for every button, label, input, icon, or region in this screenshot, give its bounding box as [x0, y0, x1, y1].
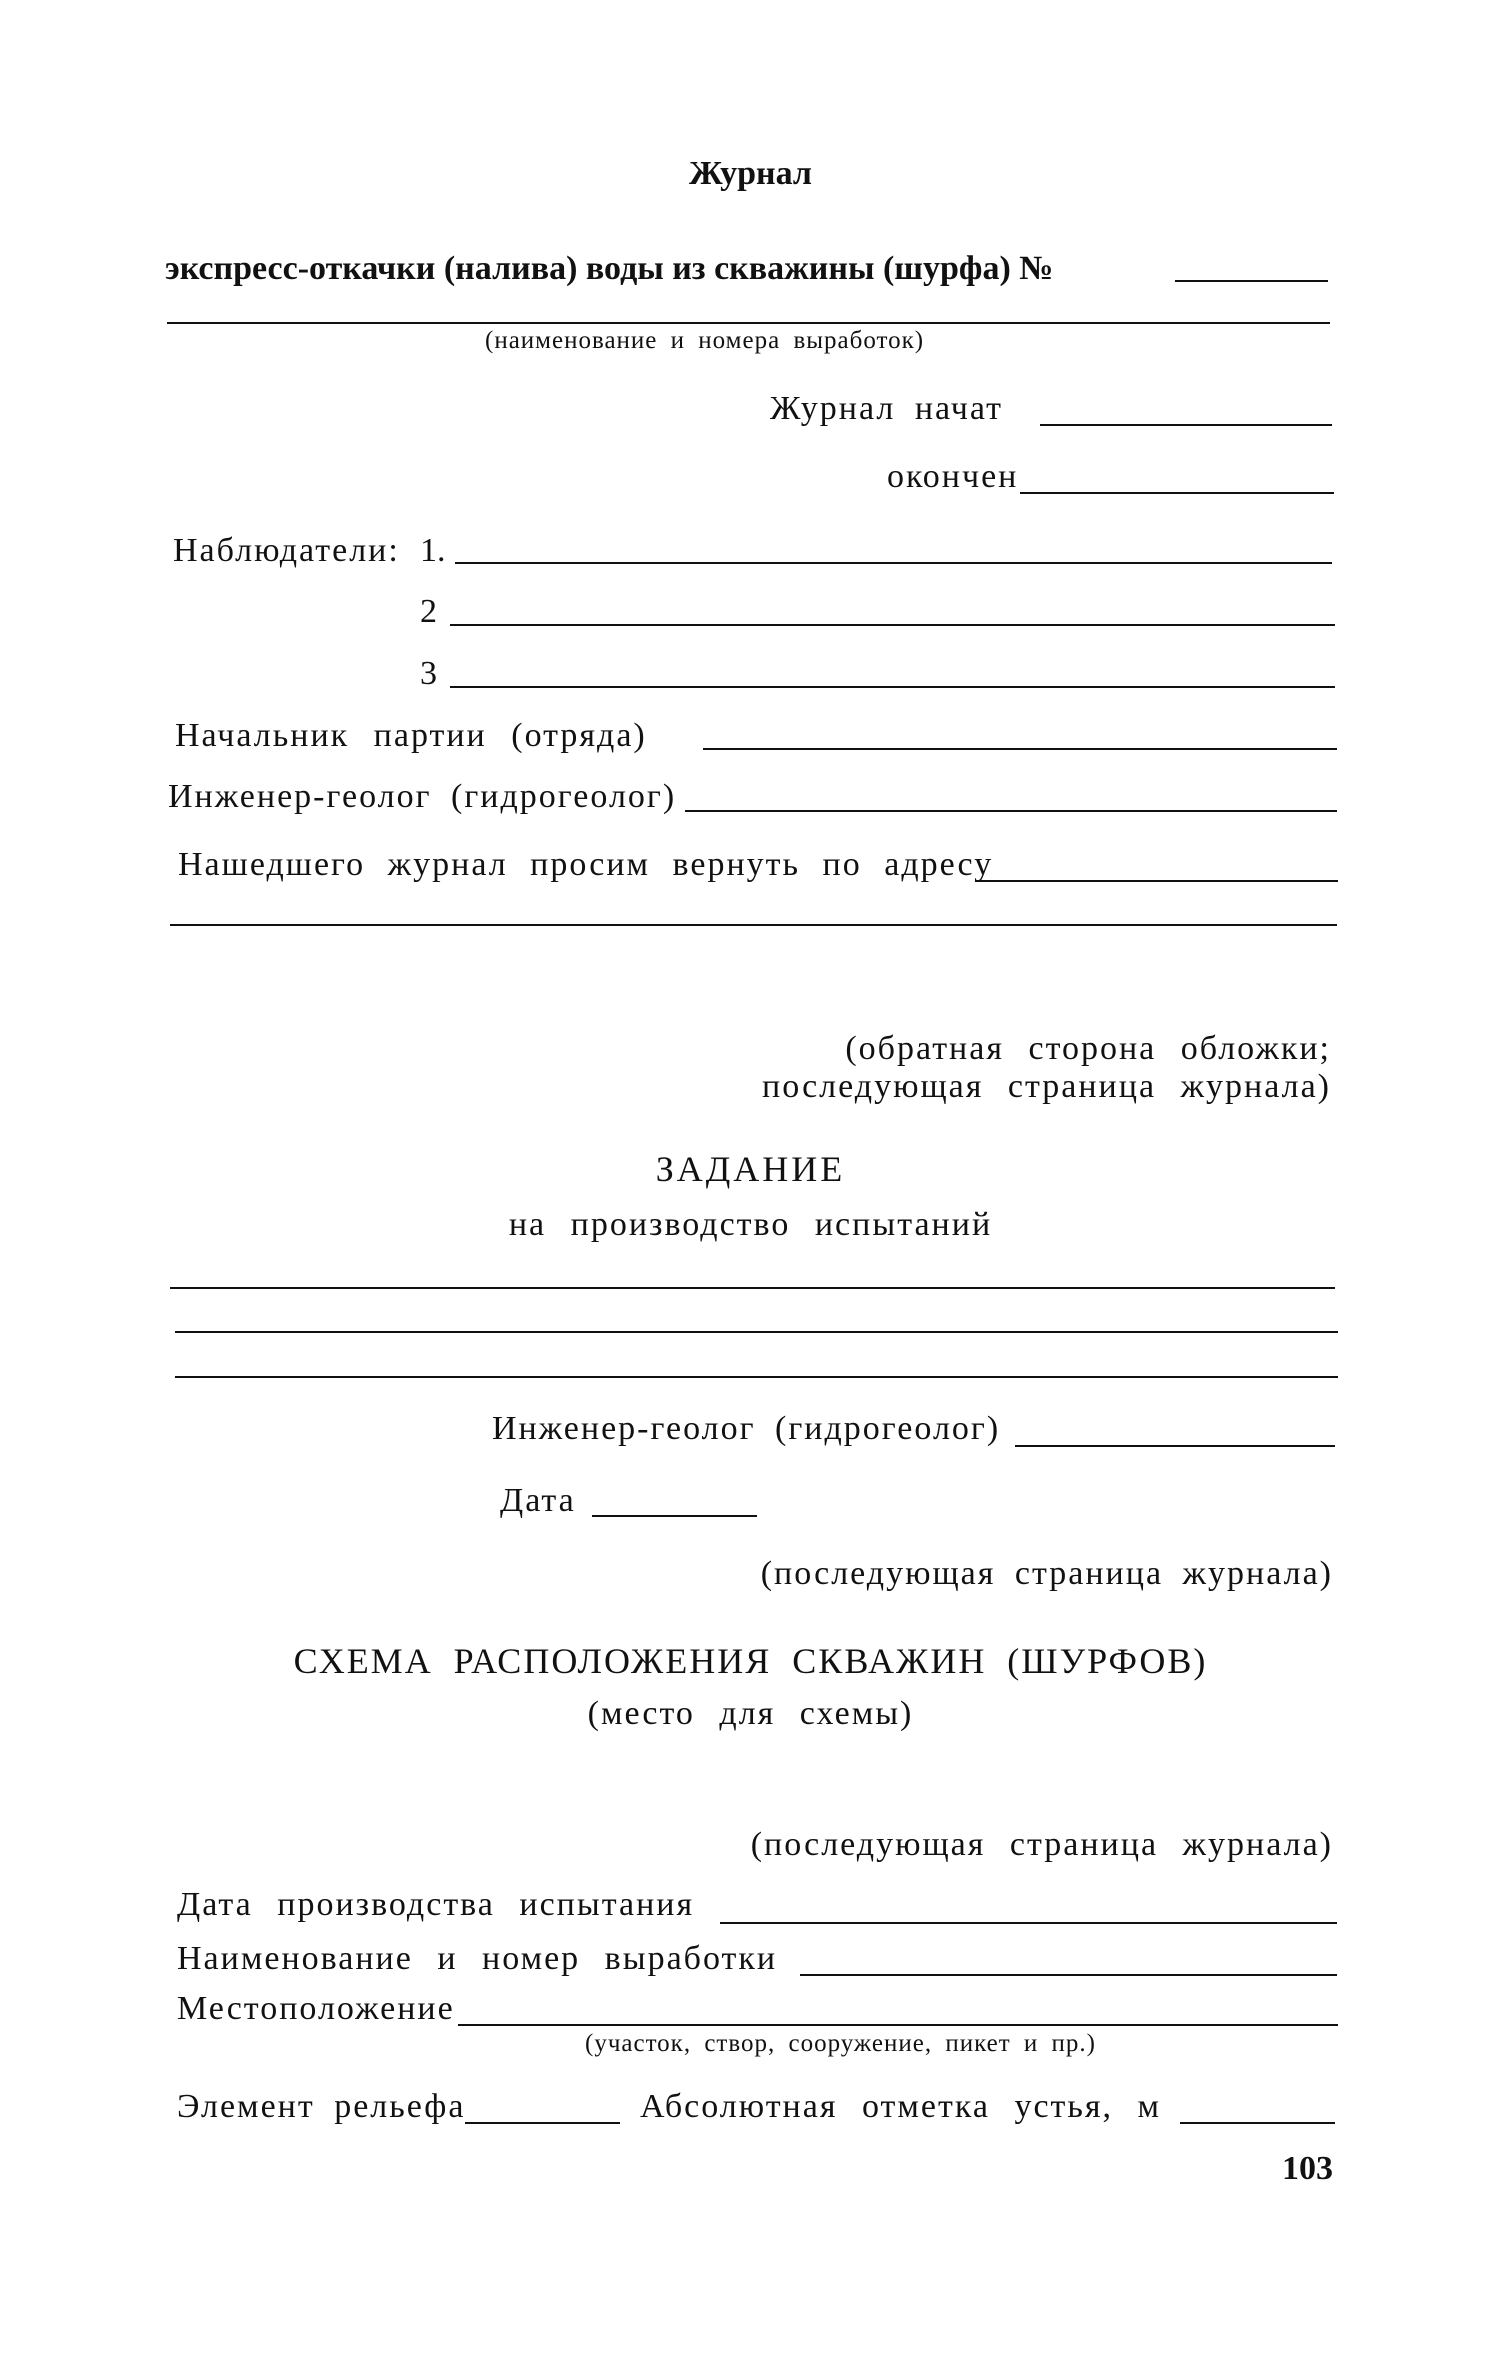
observer-number-3: 3 — [420, 655, 437, 692]
return-address-field-1[interactable] — [975, 880, 1338, 882]
test-date-field[interactable] — [720, 1922, 1337, 1924]
task-title: ЗАДАНИЕ — [655, 1149, 846, 1189]
party-head-field[interactable] — [703, 748, 1337, 750]
return-address-field-2[interactable] — [170, 924, 1337, 926]
party-head-label: Начальник партии (отряда) — [175, 717, 647, 754]
location-caption: (участок, створ, сооружение, пикет и пр.) — [585, 2030, 1096, 2057]
observer-1-field[interactable] — [455, 562, 1332, 564]
return-label: Нашедшего журнал просим вернуть по адресу — [178, 846, 994, 883]
journal-subtitle: экспресс-откачки (налива) воды из скважины (шурфа) № — [165, 250, 1054, 287]
test-date-label: Дата производства испытания — [177, 1886, 695, 1923]
scheme-placeholder: (место для схемы) — [587, 1695, 914, 1732]
test-page-note: (последующая страница журнала) — [750, 1826, 1333, 1863]
started-field[interactable] — [1040, 424, 1332, 426]
finished-label: окончен — [887, 458, 1019, 495]
finished-field[interactable] — [1020, 492, 1334, 494]
task-line-3[interactable] — [175, 1376, 1338, 1378]
back-cover-note-1: (обратная сторона обложки; — [845, 1030, 1331, 1067]
location-field[interactable] — [458, 2024, 1338, 2026]
location-label: Местоположение — [177, 1990, 455, 2027]
engineer-label: Инженер-геолог (гидрогеолог) — [168, 778, 677, 815]
workings-caption: (наименование и номера выработок) — [485, 327, 925, 354]
working-name-label: Наименование и номер выработки — [177, 1940, 778, 1977]
task-line-2[interactable] — [175, 1331, 1338, 1333]
workings-field[interactable] — [167, 322, 1330, 324]
observer-number-1: 1. — [420, 532, 446, 569]
task-engineer-field[interactable] — [1015, 1445, 1335, 1447]
working-name-field[interactable] — [800, 1974, 1337, 1976]
relief-label: Элемент рельефа — [177, 2088, 466, 2125]
observer-number-2: 2 — [420, 593, 437, 630]
task-engineer-label: Инженер-геолог (гидрогеолог) — [492, 1410, 1001, 1447]
task-line-1[interactable] — [170, 1287, 1335, 1289]
journal-title: Журнал — [689, 155, 812, 192]
relief-field[interactable] — [465, 2122, 620, 2124]
elevation-label: Абсолютная отметка устья, м — [640, 2088, 1162, 2125]
elevation-field[interactable] — [1180, 2122, 1335, 2124]
task-subtitle: на производство испытаний — [508, 1206, 993, 1243]
back-cover-note-2: последующая страница журнала) — [762, 1068, 1331, 1105]
task-date-field[interactable] — [592, 1515, 757, 1517]
page-number: 103 — [1282, 2150, 1333, 2187]
observer-2-field[interactable] — [450, 624, 1335, 626]
engineer-field[interactable] — [685, 810, 1337, 812]
observers-label: Наблюдатели: — [173, 532, 400, 569]
started-label: Журнал начат — [770, 390, 1003, 427]
well-number-field[interactable] — [1175, 280, 1328, 282]
scheme-page-note: (последующая страница журнала) — [760, 1555, 1333, 1592]
observer-3-field[interactable] — [450, 686, 1335, 688]
task-date-label: Дата — [500, 1482, 576, 1519]
scheme-title: СХЕМА РАСПОЛОЖЕНИЯ СКВАЖИН (ШУРФОВ) — [293, 1641, 1208, 1681]
